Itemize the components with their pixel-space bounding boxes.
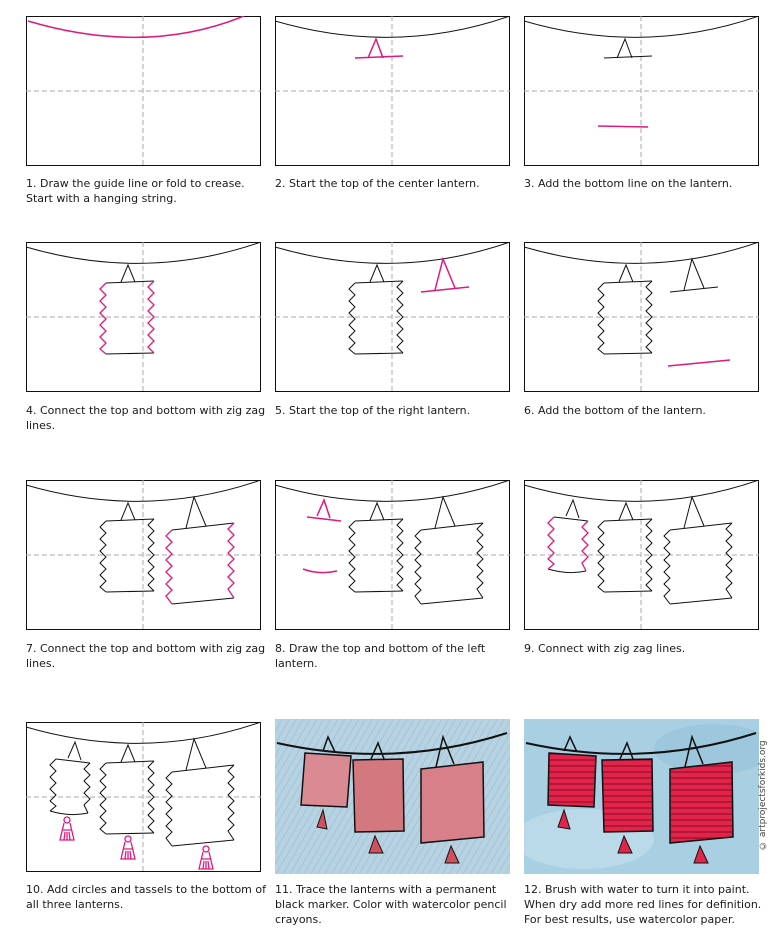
step-8-caption: 8. Draw the top and bottom of the left lantern. <box>275 642 486 670</box>
step-2-caption: 2. Start the top of the center lantern. <box>275 177 480 190</box>
step-10-drawing <box>26 722 261 872</box>
step-9-caption: 9. Connect with zig zag lines. <box>524 642 686 655</box>
credit-text: © artprojectsforkids.org <box>758 740 768 850</box>
step-4-caption: 4. Connect the top and bottom with zig zag lines. <box>26 404 266 432</box>
step-1-caption: 1. Draw the guide line or fold to crease. Start with a hanging string. <box>26 177 245 205</box>
step-2-drawing <box>275 16 510 166</box>
step-12-caption: 12. Brush with water to turn it into paint. When dry add more red lines for definition. For best results, use watercolor paper. <box>524 883 762 926</box>
step-5-caption: 5. Start the top of the right lantern. <box>275 404 471 417</box>
step-1-drawing <box>26 16 261 166</box>
step-3-drawing <box>524 16 759 166</box>
step-3-caption: 3. Add the bottom line on the lantern. <box>524 177 733 190</box>
step-11-caption: 11. Trace the lanterns with a permanent black marker. Color with watercolor pencil crayons. <box>275 883 507 926</box>
step-5-drawing <box>275 242 510 392</box>
step-7-caption: 7. Connect the top and bottom with zig zag lines. <box>26 642 266 670</box>
step-4-drawing <box>26 242 261 392</box>
step-6-caption: 6. Add the bottom of the lantern. <box>524 404 706 417</box>
step-9-drawing <box>524 480 759 630</box>
step-12-drawing <box>524 719 759 869</box>
step-10-caption: 10. Add circles and tassels to the bottom of all three lanterns. <box>26 883 266 911</box>
step-11-drawing <box>275 719 510 869</box>
step-8-drawing <box>275 480 510 630</box>
step-7-drawing <box>26 480 261 630</box>
step-6-drawing <box>524 242 759 392</box>
